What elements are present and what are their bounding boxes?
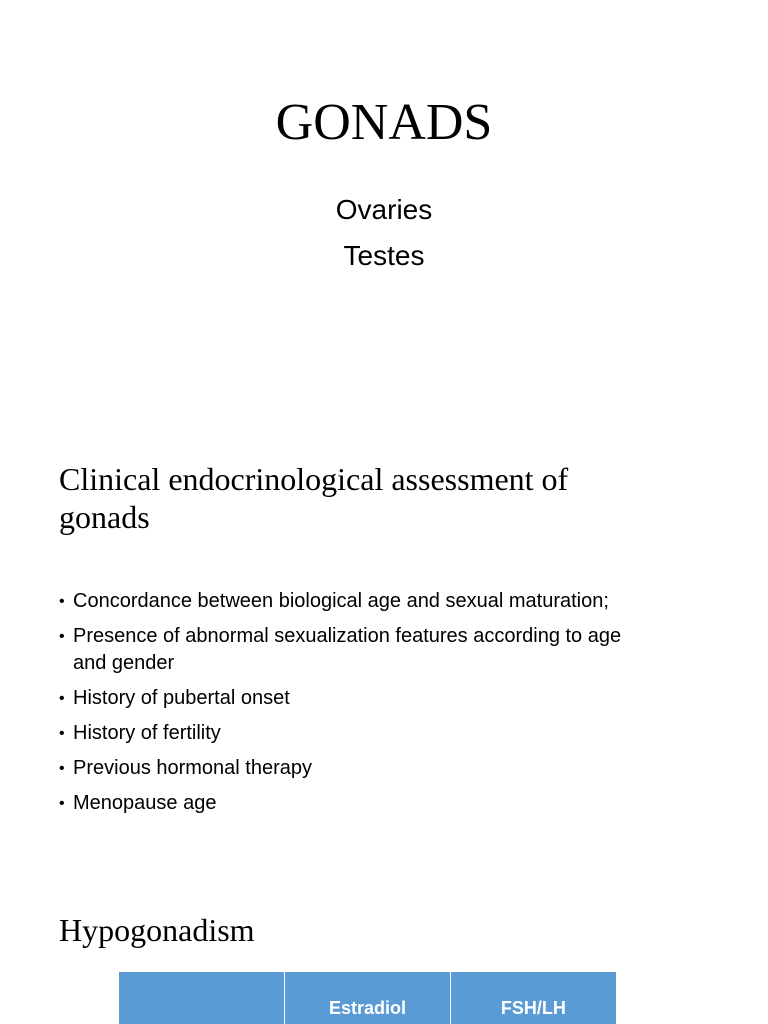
list-item — [59, 588, 719, 615]
list-item — [59, 720, 719, 747]
hypogonadism-heading: Hypogonadism — [59, 912, 255, 948]
bullet-icon: • — [59, 760, 65, 777]
bullet-text: Presence of abnormal sexualization features according to age — [73, 625, 622, 647]
slide-title-gonads: GONADS — [275, 94, 493, 151]
bullet-icon: • — [59, 593, 65, 610]
list-item — [59, 623, 719, 677]
bullet-text: Menopause age — [73, 792, 217, 814]
bullet-text: Previous hormonal therapy — [73, 757, 313, 779]
list-item — [59, 790, 719, 817]
table-header-estradiol: Estradiol — [285, 972, 451, 1024]
subtitle-testes: Testes — [343, 240, 425, 271]
bullet-text: History of pubertal onset — [73, 687, 290, 709]
table-header-cell — [119, 972, 285, 1024]
bullet-text: Concordance between biological age and sexual maturation; — [73, 590, 609, 612]
list-item — [59, 685, 719, 712]
hypogonadism-table — [119, 972, 616, 1024]
table-header-row — [119, 972, 616, 1024]
assessment-heading-line2: gonads — [59, 499, 150, 535]
bullet-icon: • — [59, 795, 65, 812]
subtitle-ovaries: Ovaries — [335, 194, 433, 225]
assessment-heading — [59, 460, 699, 536]
list-item — [59, 755, 719, 782]
bullet-icon: • — [59, 690, 65, 707]
bullet-icon: • — [59, 725, 65, 742]
bullet-text-continued: and gender — [73, 652, 175, 674]
bullet-text: History of fertility — [73, 722, 221, 744]
table-header-fsh-lh: FSH/LH — [450, 972, 616, 1024]
assessment-heading-line1: Clinical endocrinological assessment of — [59, 461, 569, 497]
bullet-icon: • — [59, 628, 65, 645]
assessment-bullet-list — [59, 588, 719, 825]
